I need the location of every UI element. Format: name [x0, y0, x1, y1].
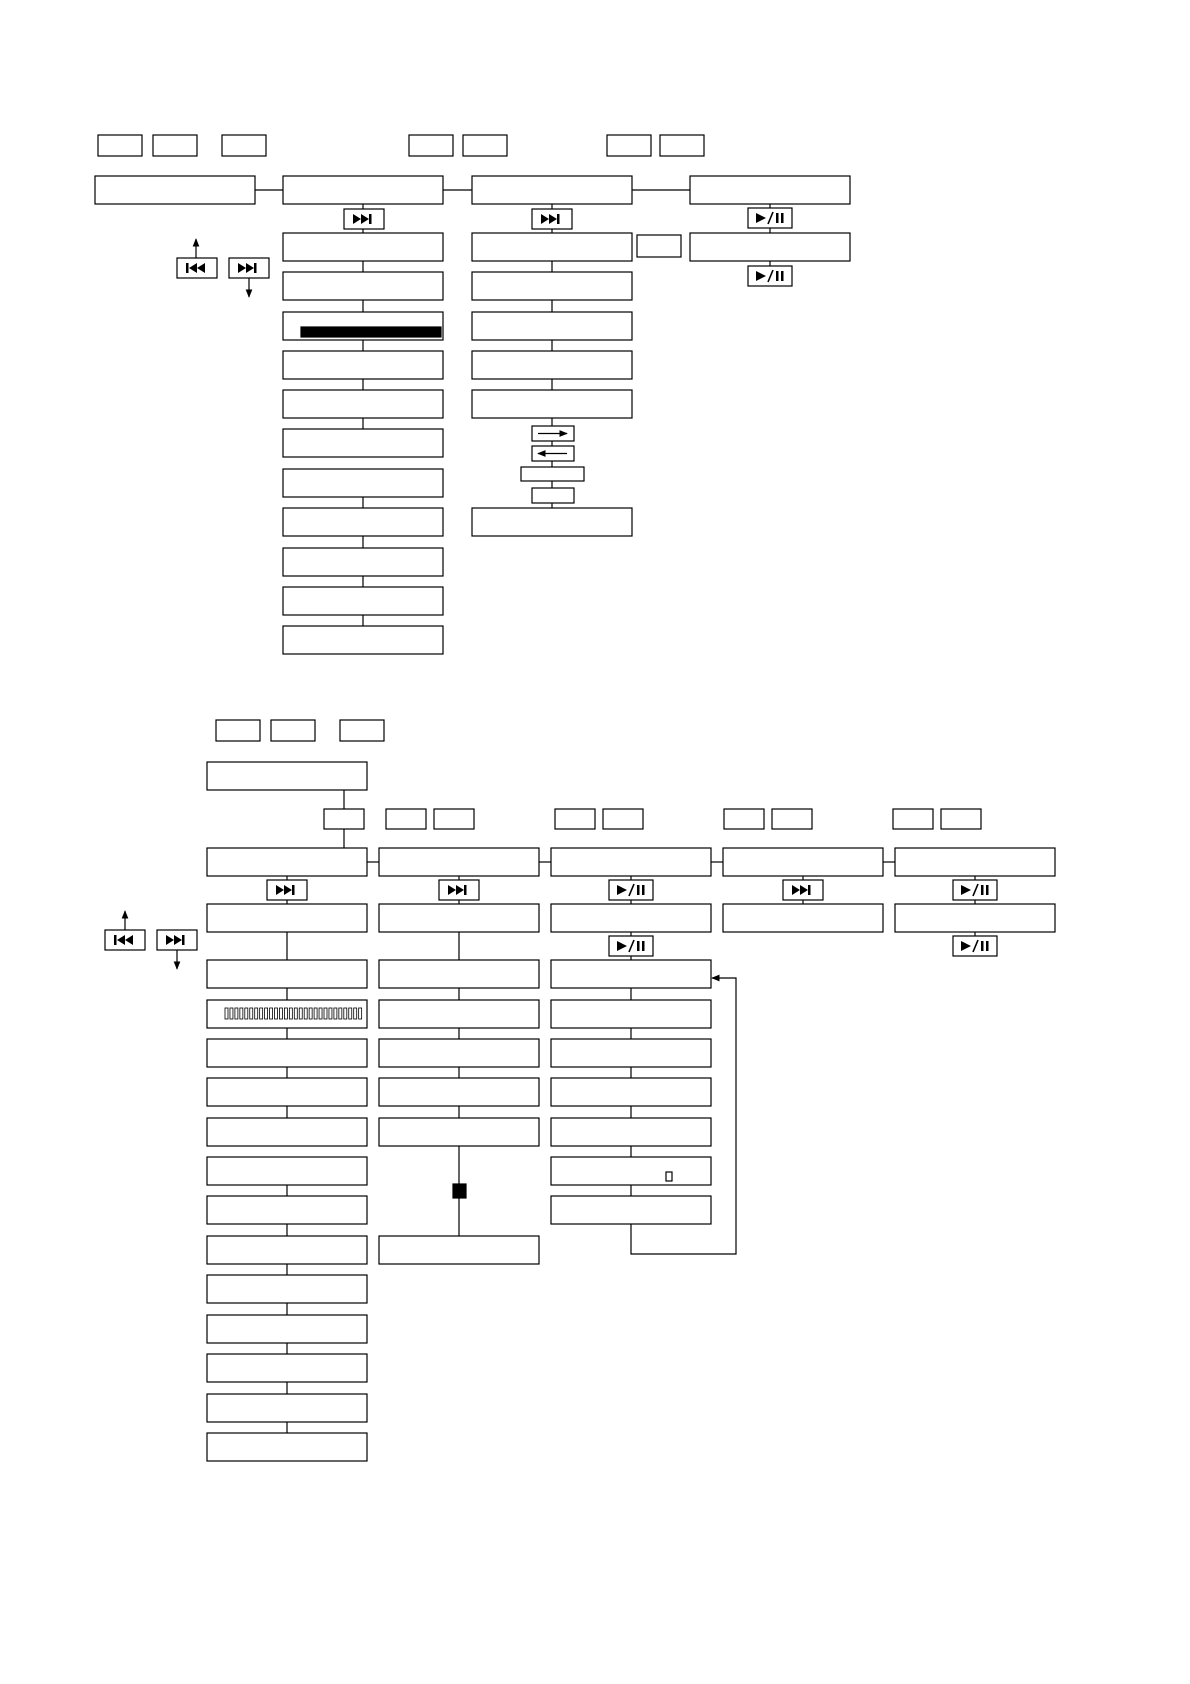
- menu-header-4: [723, 848, 883, 876]
- key-button: [271, 720, 315, 741]
- level-meter-segment: [235, 1008, 238, 1019]
- key-button: [941, 809, 981, 829]
- level-meter-segment: [270, 1008, 273, 1019]
- level-meter-segment: [329, 1008, 332, 1019]
- level-meter-segment: [304, 1008, 307, 1019]
- key-button: [521, 467, 584, 481]
- menu-item: [283, 548, 443, 576]
- key-button: [98, 135, 142, 156]
- menu-item: [283, 469, 443, 497]
- menu-item: [207, 1433, 367, 1461]
- level-meter-segment: [279, 1008, 282, 1019]
- menu-item: [207, 1275, 367, 1303]
- menu-item: [551, 1039, 711, 1067]
- level-meter-segment: [250, 1008, 253, 1019]
- menu-item: [472, 351, 632, 379]
- menu-item: [379, 1118, 539, 1146]
- key-button: [153, 135, 197, 156]
- level-meter-segment: [344, 1008, 347, 1019]
- level-meter-segment: [354, 1008, 357, 1019]
- key-button: [532, 488, 574, 503]
- menu-item: [472, 272, 632, 300]
- menu-item: [379, 1236, 539, 1264]
- menu-item: [207, 1118, 367, 1146]
- key-button: [637, 235, 681, 257]
- menu-item: [472, 312, 632, 340]
- level-meter-segment: [359, 1008, 362, 1019]
- menu-header-3: [551, 848, 711, 876]
- menu-item: [283, 429, 443, 457]
- navigation-legend: [177, 239, 269, 297]
- menu-item: [379, 960, 539, 988]
- level-meter-segment: [225, 1008, 228, 1019]
- menu-item: [283, 233, 443, 261]
- level-meter-segment: [324, 1008, 327, 1019]
- menu-item: [207, 1315, 367, 1343]
- menu-item: [207, 1157, 367, 1185]
- menu-header-2: [472, 176, 632, 204]
- menu-header-1: [283, 176, 443, 204]
- menu-item: [472, 233, 632, 261]
- menu-item: [283, 390, 443, 418]
- menu-item: [551, 1196, 711, 1224]
- menu-item: [472, 390, 632, 418]
- key-button: [409, 135, 453, 156]
- key-button: [386, 809, 426, 829]
- menu-header-5: [895, 848, 1055, 876]
- cursor-marker: [666, 1172, 672, 1181]
- level-meter-segment: [284, 1008, 287, 1019]
- menu-item: [551, 1000, 711, 1028]
- bottom-flow-diagram: [105, 720, 1055, 1461]
- menu-item: [551, 1118, 711, 1146]
- menu-item: [379, 1039, 539, 1067]
- menu-header-3: [690, 176, 850, 204]
- menu-item: [379, 1078, 539, 1106]
- menu-item: [283, 626, 443, 654]
- level-meter-segment: [309, 1008, 312, 1019]
- level-bar-fill: [301, 327, 441, 337]
- menu-item: [690, 233, 850, 261]
- level-meter-segment: [230, 1008, 233, 1019]
- level-meter-segment: [255, 1008, 258, 1019]
- menu-item: [207, 1196, 367, 1224]
- key-button: [222, 135, 266, 156]
- key-button: [772, 809, 812, 829]
- key-button: [216, 720, 260, 741]
- level-meter-segment: [275, 1008, 278, 1019]
- level-meter-segment: [240, 1008, 243, 1019]
- level-meter-segment: [349, 1008, 352, 1019]
- menu-item: [551, 904, 711, 932]
- key-button: [660, 135, 704, 156]
- level-meter-segment: [265, 1008, 268, 1019]
- menu-item: [551, 1157, 711, 1185]
- level-meter-segment: [299, 1008, 302, 1019]
- key-button: [324, 809, 364, 829]
- menu-item: [283, 508, 443, 536]
- key-button: [893, 809, 933, 829]
- key-button: [724, 809, 764, 829]
- menu-item: [551, 960, 711, 988]
- start-display: [207, 762, 367, 790]
- navigation-legend: [105, 911, 197, 969]
- key-button: [603, 809, 643, 829]
- menu-item: [207, 904, 367, 932]
- menu-item: [551, 1078, 711, 1106]
- level-meter-segment: [319, 1008, 322, 1019]
- level-meter-segment: [294, 1008, 297, 1019]
- menu-item: [379, 1000, 539, 1028]
- key-button: [340, 720, 384, 741]
- menu-item: [207, 1394, 367, 1422]
- level-meter-segment: [245, 1008, 248, 1019]
- key-button: [434, 809, 474, 829]
- top-flow-diagram: [95, 135, 850, 654]
- menu-item: [472, 508, 632, 536]
- menu-item: [723, 904, 883, 932]
- menu-item: [895, 904, 1055, 932]
- menu-item: [283, 272, 443, 300]
- level-meter-segment: [289, 1008, 292, 1019]
- key-button: [463, 135, 507, 156]
- menu-header-2: [379, 848, 539, 876]
- menu-item: [207, 1236, 367, 1264]
- key-button: [607, 135, 651, 156]
- cursor-block: [453, 1184, 466, 1198]
- level-meter-segment: [339, 1008, 342, 1019]
- key-button: [555, 809, 595, 829]
- menu-item: [283, 587, 443, 615]
- menu-item: [207, 1039, 367, 1067]
- start-display: [95, 176, 255, 204]
- level-meter-segment: [260, 1008, 263, 1019]
- menu-header-1: [207, 848, 367, 876]
- menu-item: [283, 351, 443, 379]
- menu-item: [207, 1078, 367, 1106]
- menu-item: [207, 1354, 367, 1382]
- menu-item: [379, 904, 539, 932]
- level-meter-segment: [334, 1008, 337, 1019]
- menu-item: [207, 960, 367, 988]
- level-meter-segment: [314, 1008, 317, 1019]
